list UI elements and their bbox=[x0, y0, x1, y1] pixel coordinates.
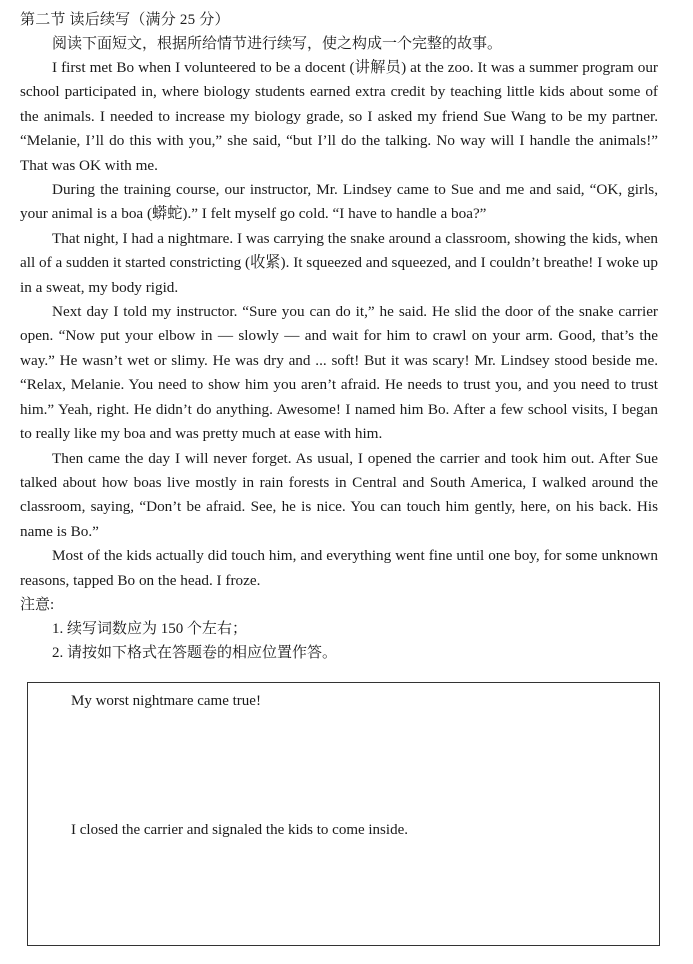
section-title: 第二节 读后续写（满分 25 分） bbox=[20, 12, 230, 28]
continuation-opening-line-2: I closed the carrier and signaled the kids to come inside. bbox=[71, 822, 408, 838]
story-paragraph-5: Then came the day I will never forget. As usual, I opened the carrier and took him out. After Sue talked about how boas live mostly in rain forests in Central and South America, I walked around the classroom, saying, “Don’t be afraid. See, he is nice. You can touch him gently, here, on his back. His name is Bo.” bbox=[20, 449, 658, 540]
story-paragraph-3: That night, I had a nightmare. I was carrying the snake around a classroom, showing the kids, when all of a sudden it started constricting (收紧). It squeezed and squeezed, and I couldn’t breathe! I woke up in a sweat, my body rigid. bbox=[20, 229, 658, 296]
notes-label: 注意: bbox=[20, 596, 55, 613]
note-item-word-count: 1. 续写词数应为 150 个左右； bbox=[52, 620, 248, 637]
task-instruction: 阅读下面短文，根据所给情节进行续写，使之构成一个完整的故事。 bbox=[52, 36, 503, 52]
story-paragraph-2: During the training course, our instructor, Mr. Lindsey came to Sue and me and said, “OK, girls, your animal is a boa (蟒蛇).” I felt myself go cold. “I have to handle a boa?” bbox=[20, 181, 658, 223]
continuation-opening-line-1: My worst nightmare came true! bbox=[71, 693, 261, 709]
story-paragraph-4: Next day I told my instructor. “Sure you can do it,” he said. He slid the door of the snake carrier open. “Now put your elbow in — slowly — and wait for him to crawl on your arm. Good, that’s the way.” He wasn’t wet or slimy. He was dry and ... soft! But it was scary! Mr. Lindsey stood beside me. “Relax, Melanie. You need to show him you aren’t afraid. He needs to trust you, and you need to trust him.” Yeah, right. He didn’t do anything. Awesome! I named him Bo. After a few school visits, I began to really like my boa and was pretty much at ease with him. bbox=[20, 303, 658, 443]
notes-list bbox=[20, 617, 658, 665]
answer-box bbox=[27, 682, 660, 946]
story-passage bbox=[20, 56, 658, 593]
story-paragraph-1: I first met Bo when I volunteered to be a docent (讲解员) at the zoo. It was a summer program our school participated in, where biology students earned extra credit by teaching little kids about some of the animals. I needed to increase my biology grade, so I asked my friend Sue Wang to be my partner. “Melanie, I’ll do this with you,” she said, “but I’ll do the talking. No way will I handle the animals!” That was OK with me. bbox=[20, 59, 658, 174]
note-item-format: 2. 请按如下格式在答题卷的相应位置作答。 bbox=[52, 644, 338, 661]
document-page bbox=[20, 8, 658, 665]
story-paragraph-6: Most of the kids actually did touch him, and everything went fine until one boy, for some unknown reasons, tapped Bo on the head. I froze. bbox=[20, 547, 658, 589]
